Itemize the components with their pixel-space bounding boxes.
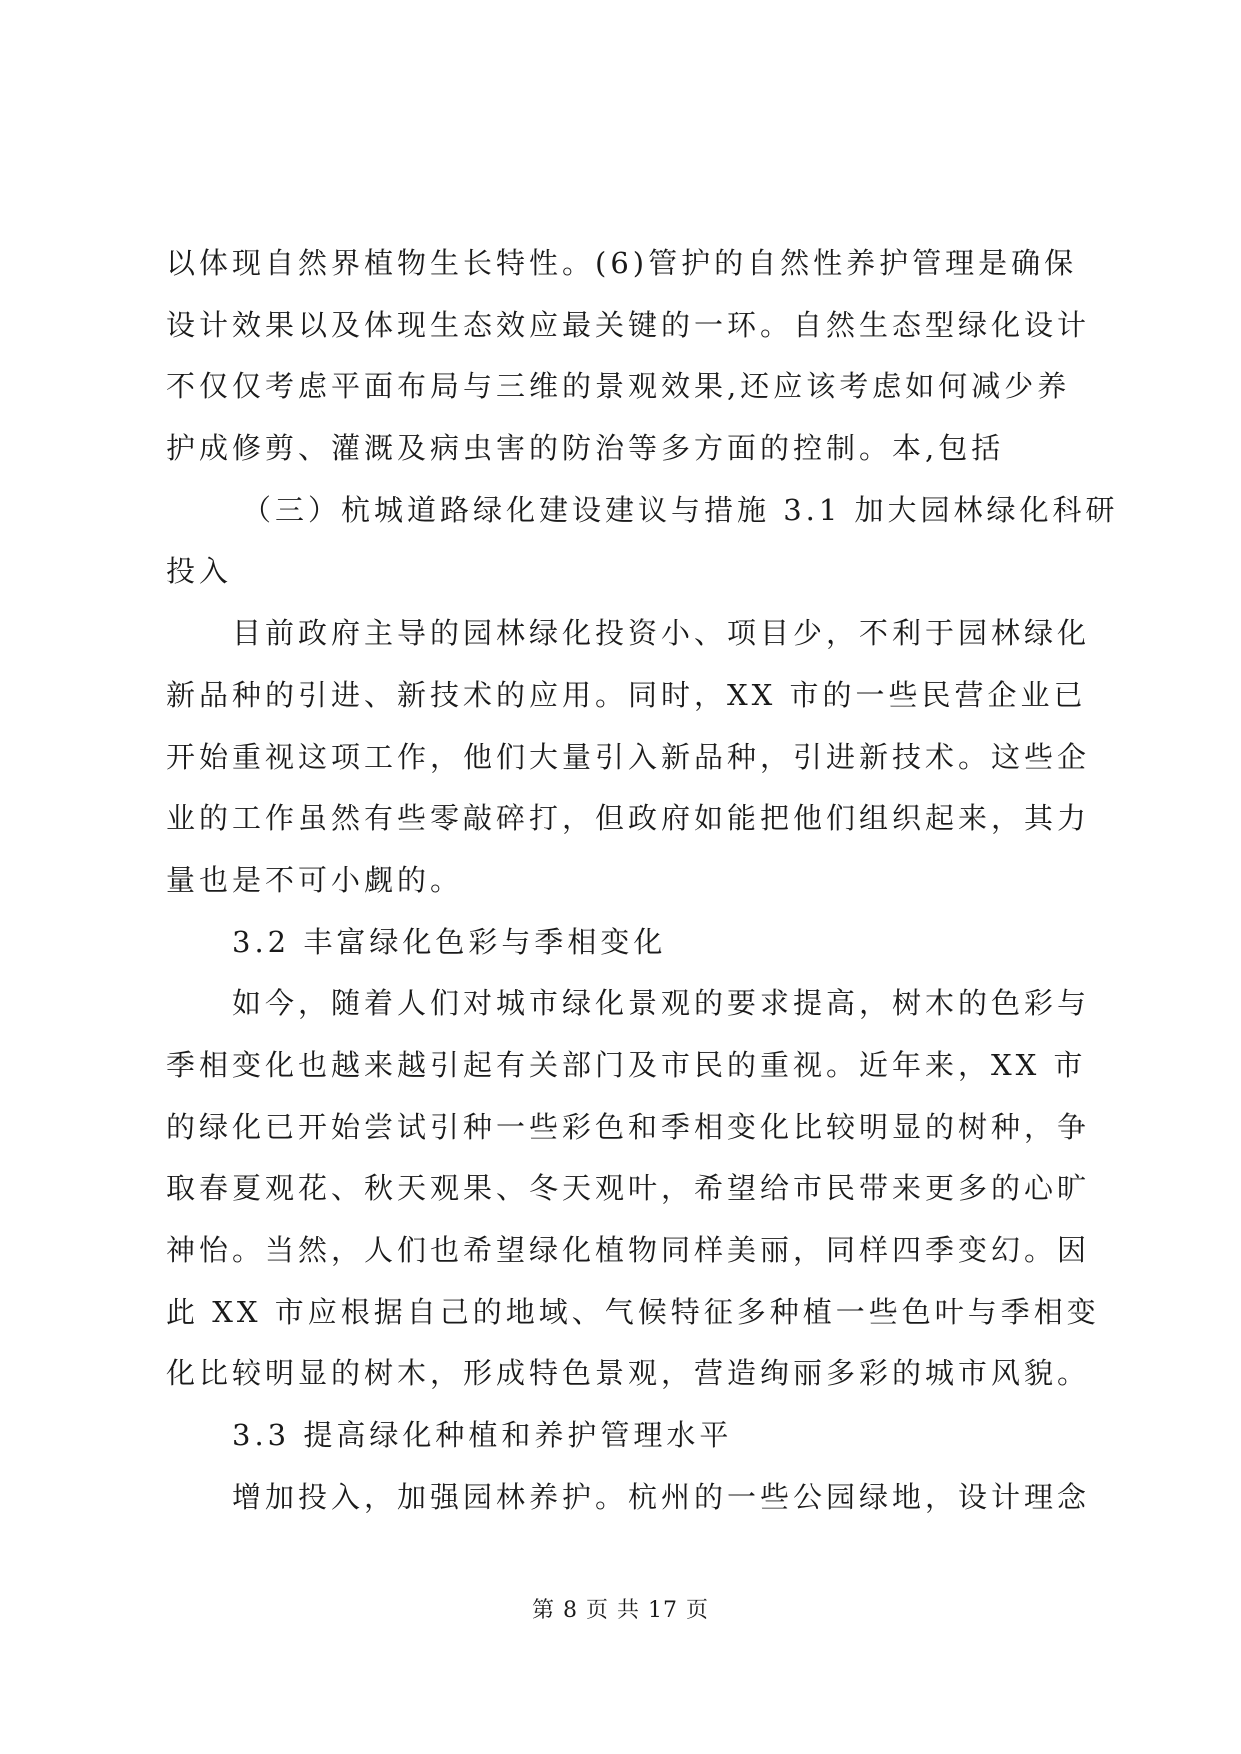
text-line: 季相变化也越来越引起有关部门及市民的重视。近年来，XX 市 <box>166 1047 1087 1082</box>
text-line: 投入 <box>166 554 233 589</box>
text-line: 不仅仅考虑平面布局与三维的景观效果,还应该考虑如何减少养 <box>166 369 1071 404</box>
subsection-heading: 3.3 提高绿化种植和养护管理水平 <box>232 1418 733 1453</box>
page-number-footer: 第 8 页 共 17 页 <box>532 1598 709 1623</box>
text-line: 神怡。当然，人们也希望绿化植物同样美丽，同样四季变幻。因 <box>166 1233 1091 1267</box>
paragraph-start: 增加投入，加强园林养护。杭州的一些公园绿地，设计理念 <box>232 1479 1091 1514</box>
paragraph-start: 目前政府主导的园林绿化投资小、项目少，不利于园林绿化 <box>232 616 1091 651</box>
text-line: 护成修剪、灌溉及病虫害的防治等多方面的控制。本,包括 <box>166 431 1005 466</box>
section-heading: （三）杭城道路绿化建设建议与措施 3.1 加大园林绿化科研 <box>242 492 1119 527</box>
text-line: 的绿化已开始尝试引种一些彩色和季相变化比较明显的树种，争 <box>166 1109 1091 1144</box>
text-line: 取春夏观花、秋天观果、冬天观叶，希望给市民带来更多的心旷 <box>166 1171 1091 1206</box>
text-line: 业的工作虽然有些零敲碎打，但政府如能把他们组织起来，其力 <box>166 801 1091 836</box>
text-line: 量也是不可小觑的。 <box>166 862 464 897</box>
subsection-heading: 3.2 丰富绿化色彩与季相变化 <box>232 924 667 959</box>
text-line: 以体现自然界植物生长特性。(6)管护的自然性养护管理是确保 <box>166 246 1078 280</box>
document-body <box>166 233 1119 1528</box>
text-line: 新品种的引进、新技术的应用。同时，XX 市的一些民营企业已 <box>166 677 1087 712</box>
text-line: 化比较明显的树木，形成特色景观，营造绚丽多彩的城市风貌。 <box>166 1356 1091 1391</box>
text-line: 此 XX 市应根据自己的地域、气候特征多种植一些色叶与季相变 <box>166 1294 1100 1329</box>
paragraph-start: 如今，随着人们对城市绿化景观的要求提高，树木的色彩与 <box>232 986 1091 1021</box>
text-line: 开始重视这项工作，他们大量引入新品种，引进新技术。这些企 <box>166 739 1091 774</box>
text-line: 设计效果以及体现生态效应最关键的一环。自然生态型绿化设计 <box>166 307 1091 342</box>
